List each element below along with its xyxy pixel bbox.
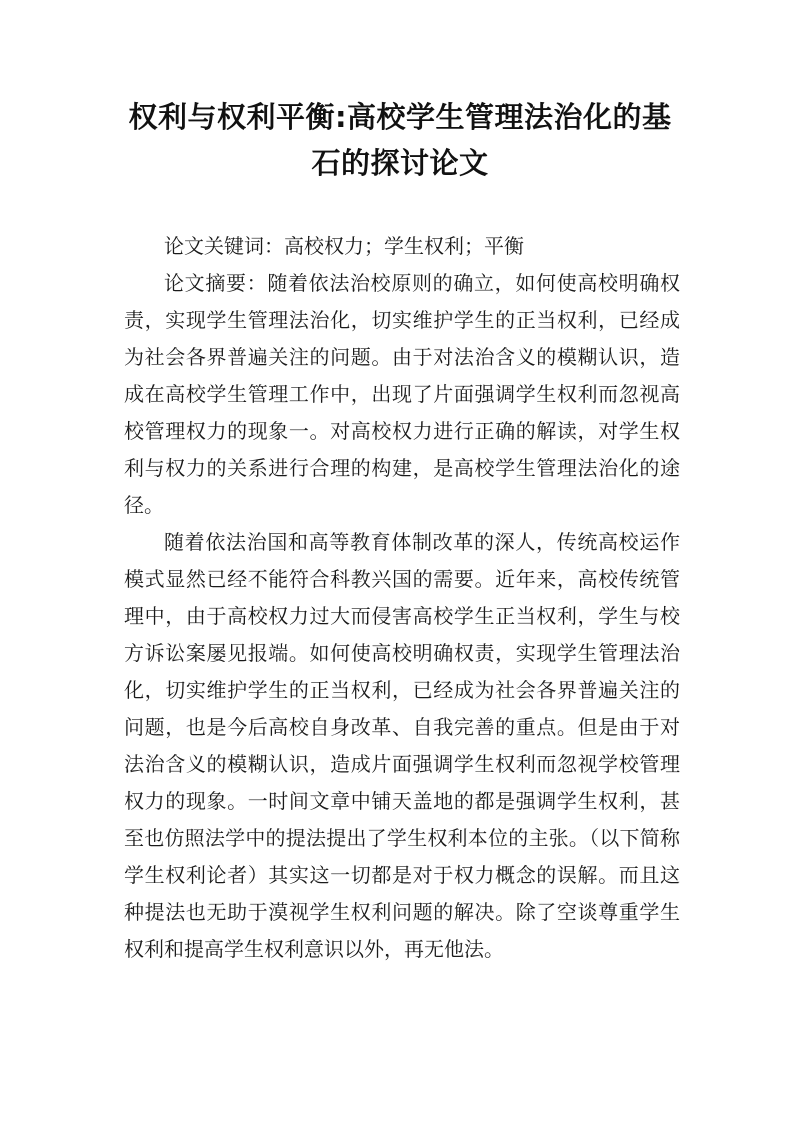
body-paragraph-1: 随着依法治国和高等教育体制改革的深人，传统高校运作模式显然已经不能符合科教兴国的需要。近年来，高校传统管理中，由于高校权力过大而侵害高校学生正当权利，学生与校方诉讼案屡见报端。如何使高校明确权责，实现学生管理法治化，切实维护学生的正当权利，已经成为社会各界普遍关注的问题，也是今后高校自身改革、自我完善的重点。但是由于对法治含义的模糊认识，造成片面强调学生权利而忽视学校管理权力的现象。一时间文章中铺天盖地的都是强调学生权利，甚至也仿照法学中的提法提出了学生权利本位的主张。（以下简称学生权利论者）其实这一切都是对于权力概念的误解。而且这种提法也无助于漠视学生权利问题的解决。除了空谈尊重学生权利和提高学生权利意识以外，再无他法。 [124, 530, 680, 961]
abstract-paragraph: 论文摘要：随着依法治校原则的确立，如何使高校明确权责，实现学生管理法治化，切实维护学生的正当权利，已经成为社会各界普遍关注的问题。由于对法治含义的模糊认识，造成在高校学生管理工作中，出现了片面强调学生权利而忽视高校管理权力的现象一。对高校权力进行正确的解读，对学生权利与权力的关系进行合理的构建，是高校学生管理法治化的途径。 [124, 271, 680, 517]
document-body [124, 228, 680, 968]
title-line-2: 石的探讨论文 [311, 146, 489, 180]
document-title [110, 94, 690, 186]
title-line-1: 权利与权利平衡:高校学生管理法治化的基 [128, 100, 672, 134]
keywords-paragraph: 论文关键词：高校权力；学生权利；平衡 [164, 234, 524, 258]
